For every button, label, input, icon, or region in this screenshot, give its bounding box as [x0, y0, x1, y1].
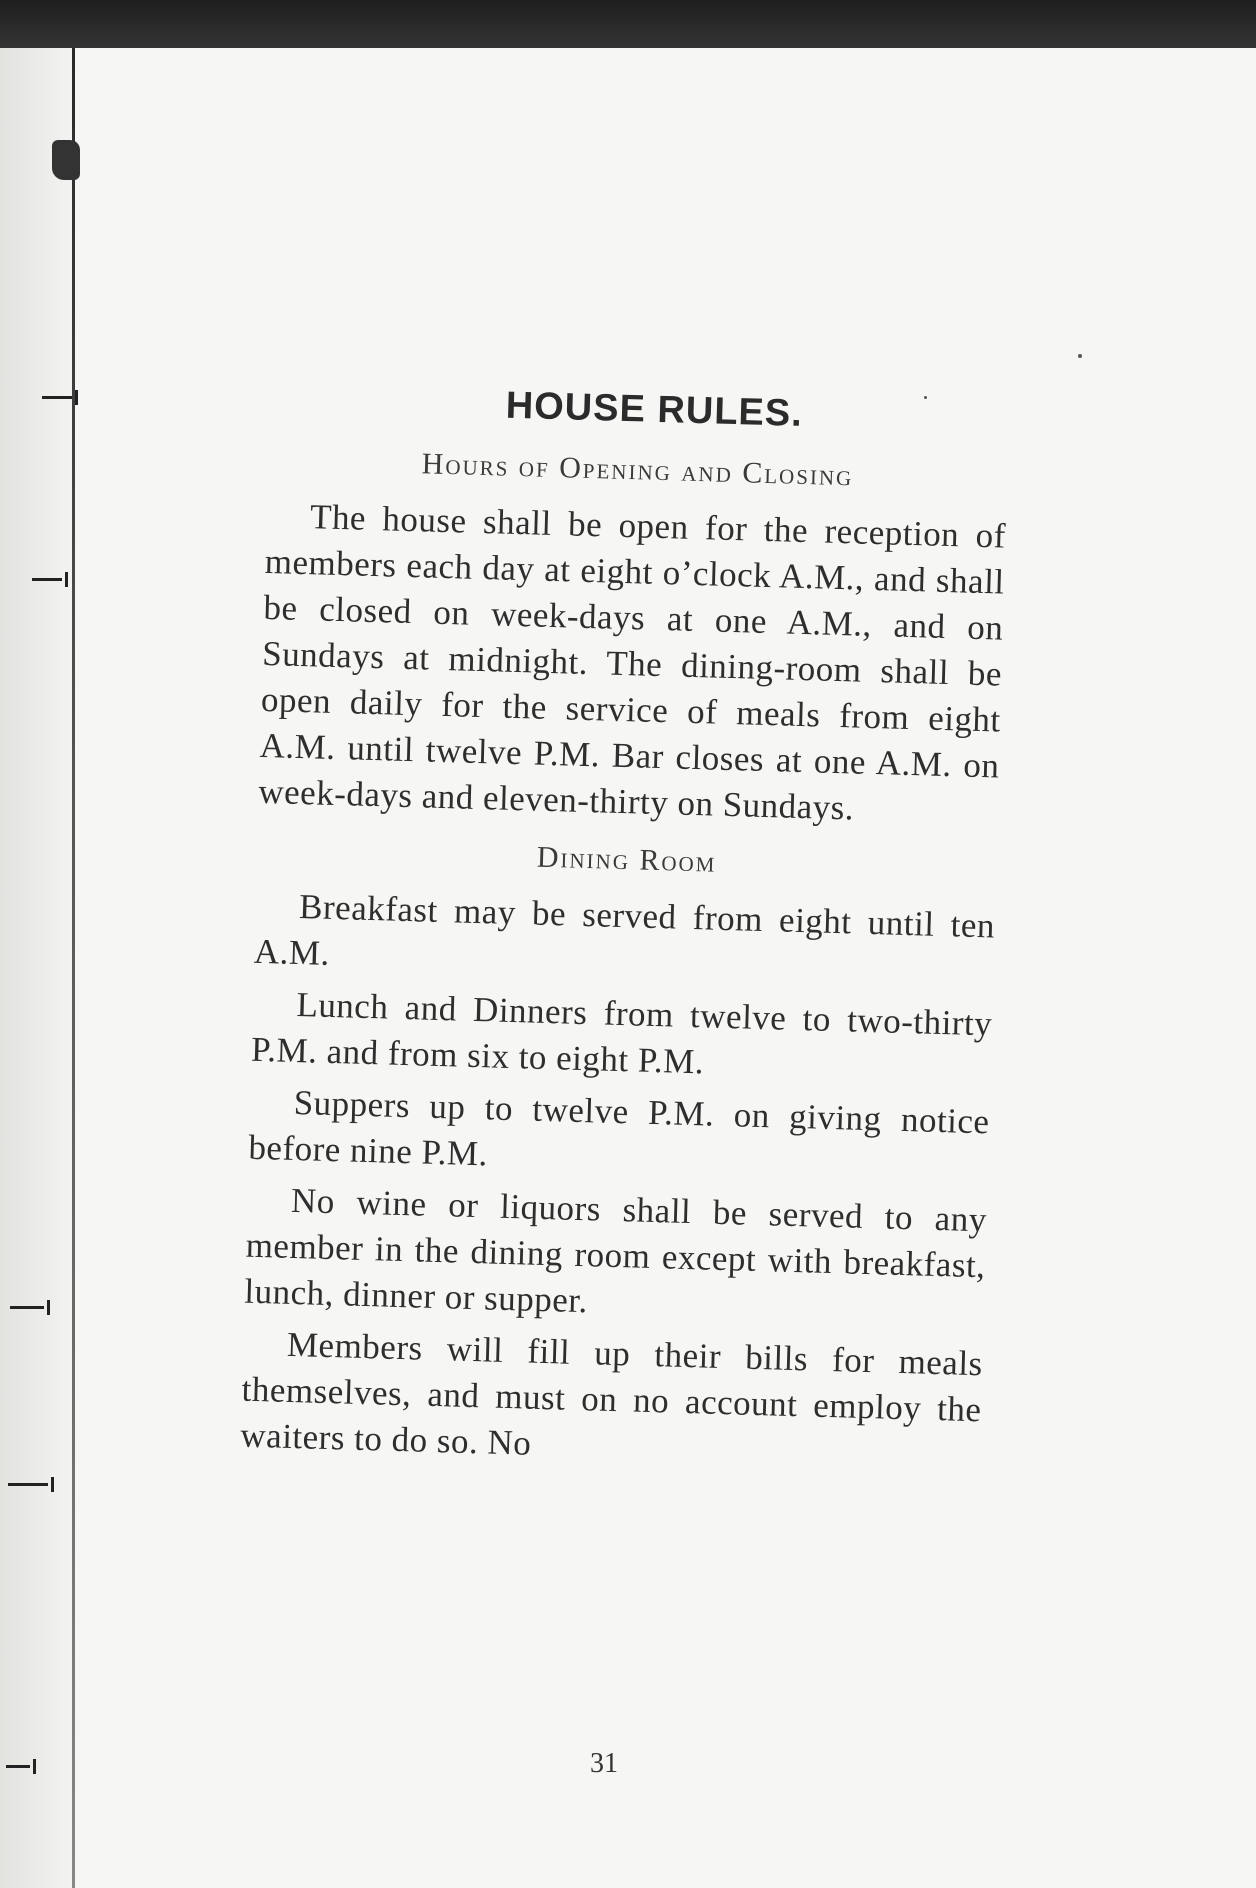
section-heading-hours: Hours of Opening and Closing	[421, 447, 854, 493]
section-heading-dining: Dining Room	[536, 840, 717, 879]
book-spine-line	[72, 48, 75, 1888]
stitch-mark	[42, 396, 72, 399]
stitch-mark	[10, 1306, 44, 1309]
stitch-mark	[32, 578, 62, 581]
paper-speck	[1078, 354, 1082, 358]
dining-paragraph-lunch: Lunch and Dinners from twelve to two-thirty P.M. and from six to eight P.M.	[250, 984, 993, 1082]
dining-paragraph-breakfast: Breakfast may be served from eight until ten A.M.	[253, 887, 996, 973]
dining-paragraph-wine: No wine or liquors shall be served to any member in the dining room except with breakfast, lunch, dinner or supper.	[243, 1180, 988, 1321]
dining-paragraph-suppers: Suppers up to twelve P.M. on giving notice before nine P.M.	[247, 1082, 991, 1174]
stitch-mark	[6, 1765, 30, 1768]
main-text-block	[240, 378, 1010, 1485]
page-title: HOUSE RULES.	[505, 384, 804, 435]
dining-paragraph-bills: Members will fill up their bills for meals themselves, and must on no account employ the waiters to do so. No	[239, 1324, 984, 1463]
binding-clip-mark	[52, 140, 80, 180]
page-number: 31	[590, 1748, 618, 1779]
gutter-shadow	[0, 48, 72, 1888]
stitch-mark	[8, 1483, 48, 1486]
book-page	[0, 48, 1256, 1888]
hours-paragraph: The house shall be open for the reception of members each day at eight o’clock A.M., and shall be closed on week-days at one A.M., and on Sundays at midnight. The dining-room shall be open daily for the service of meals from eight A.M. until twelve P.M. Bar closes at one A.M. on week-days and eleven-thirty on Sundays.	[257, 497, 1007, 828]
